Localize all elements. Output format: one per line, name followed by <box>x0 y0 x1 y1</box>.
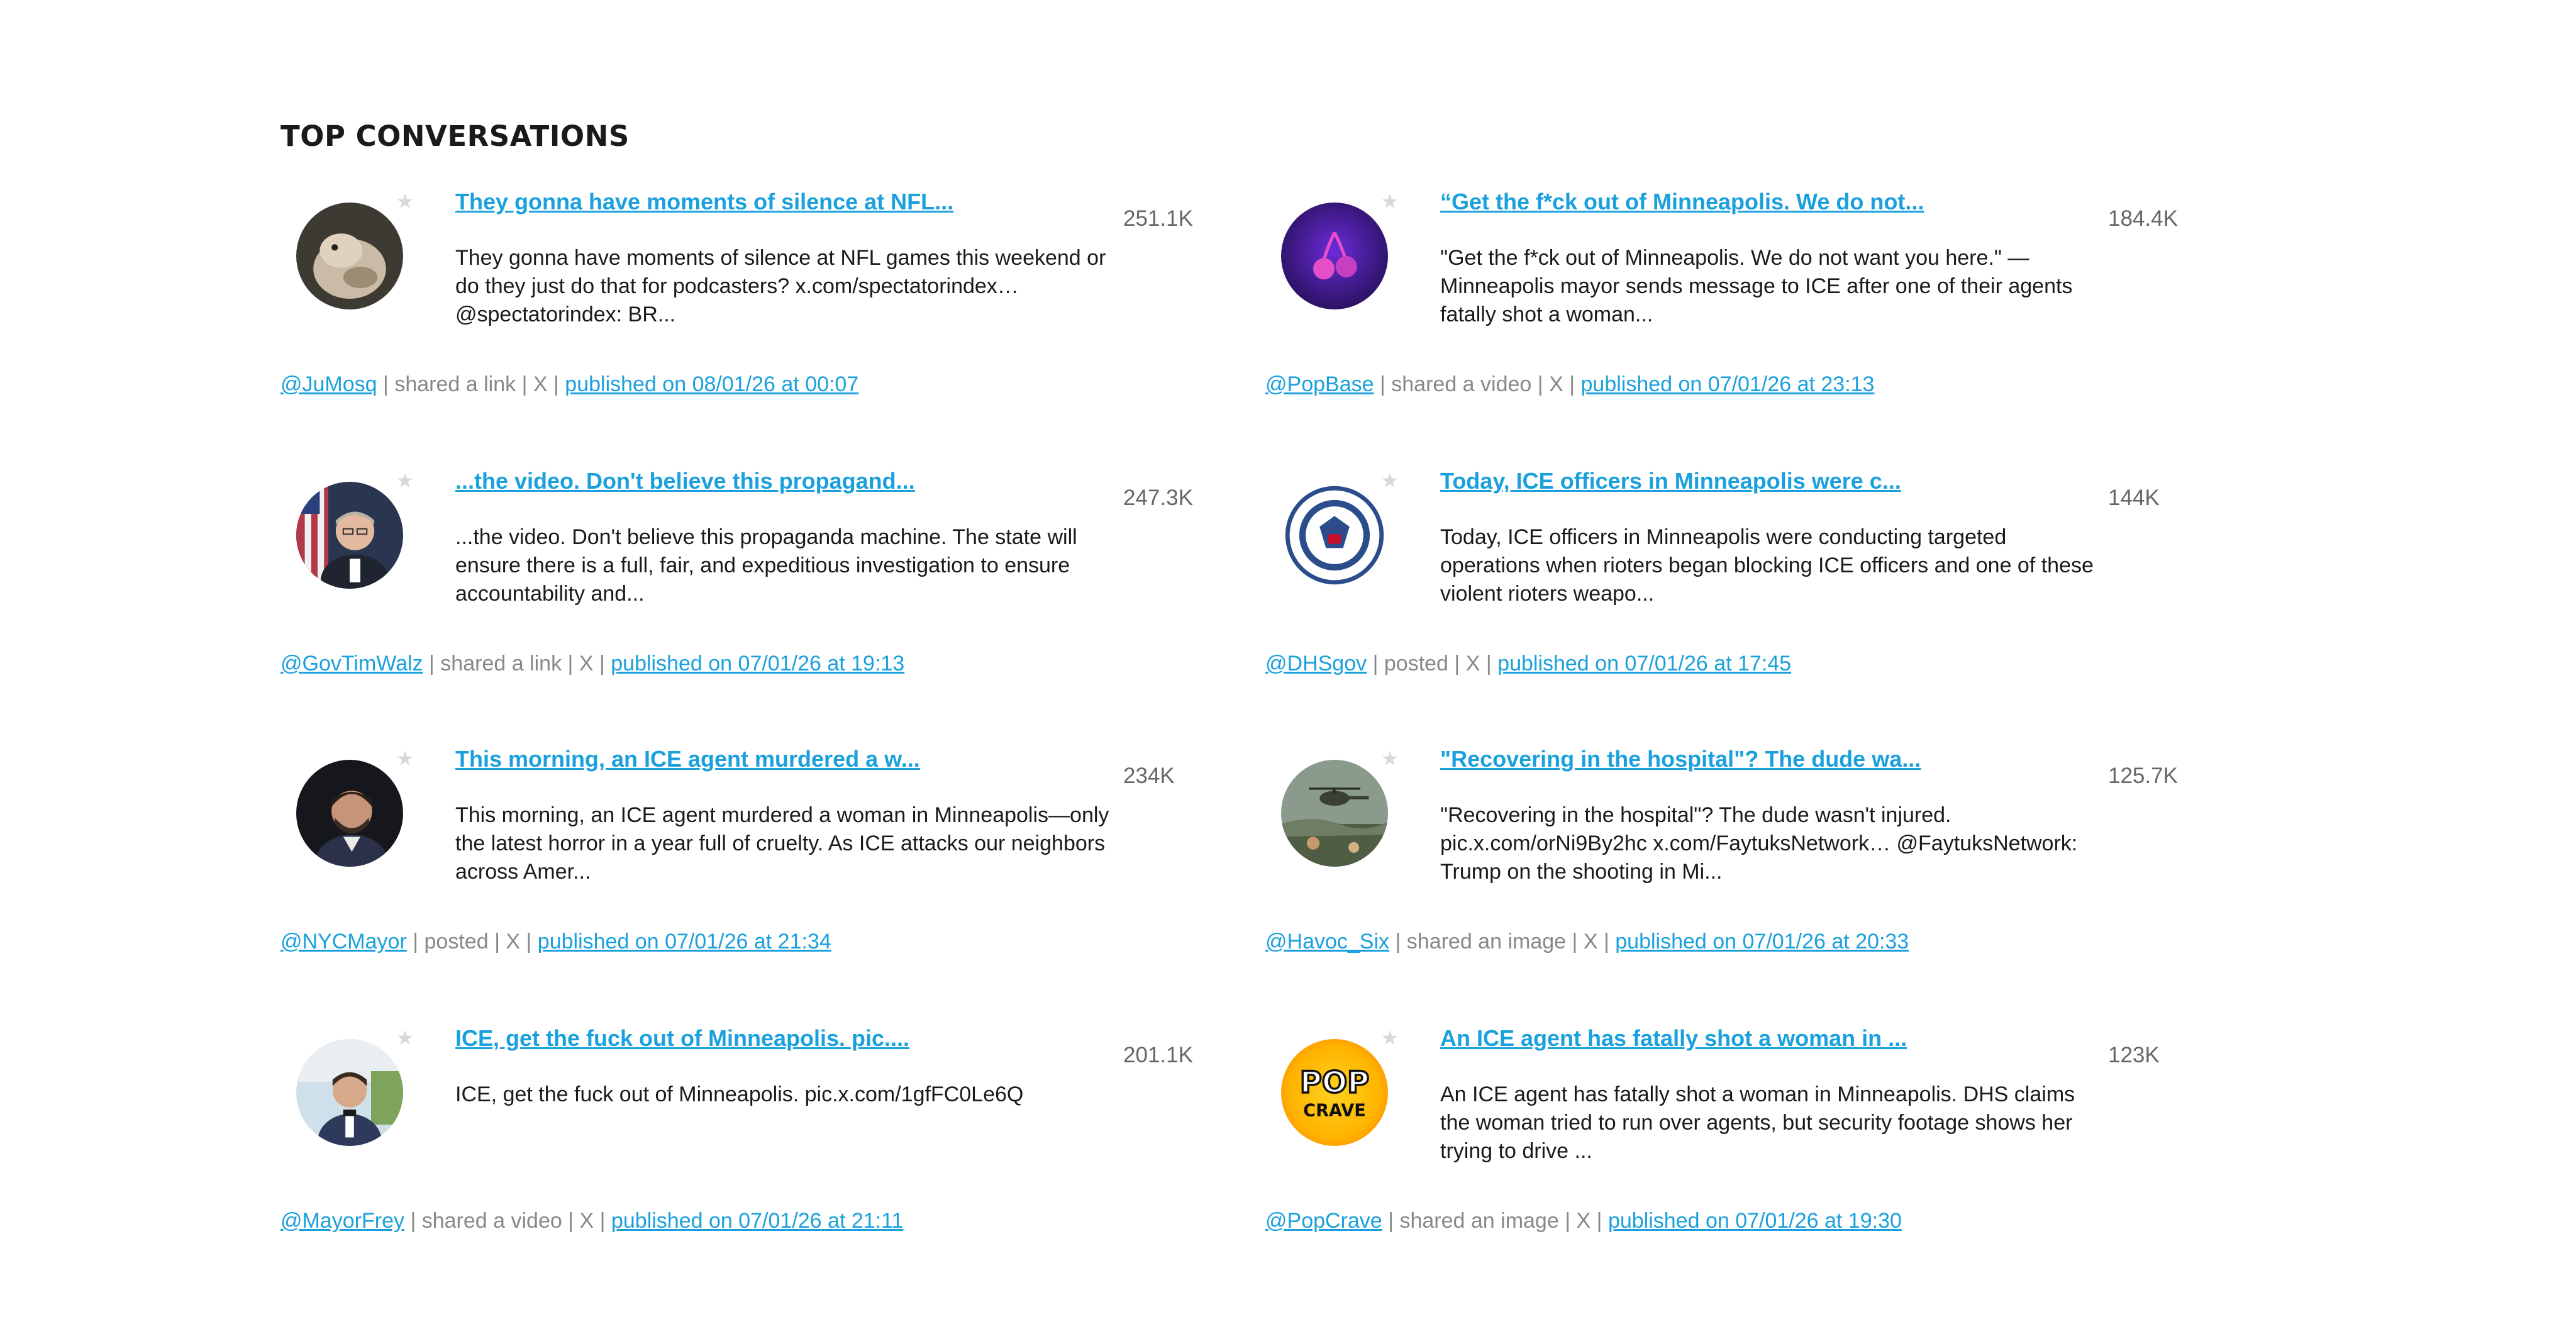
published-date-link[interactable]: published on 07/01/26 at 21:34 <box>537 930 831 954</box>
person-speaking-avatar[interactable] <box>296 1039 403 1146</box>
engagement-score: 247.3K <box>1123 486 1193 510</box>
published-date-link[interactable]: published on 07/01/26 at 23:13 <box>1580 372 1875 396</box>
engagement-score: 201.1K <box>1123 1043 1193 1067</box>
conversation-excerpt: ICE, get the fuck out of Minneapolis. pic.x.com/1gfFC0Le6Q <box>455 1082 1024 1106</box>
conversation-title-link[interactable]: They gonna have moments of silence at NFL... <box>455 189 954 214</box>
conversation-excerpt: An ICE agent has fatally shot a woman in Minneapolis. DHS claims the woman tried to run over agents, but security footage shows her trying to drive ... <box>1440 1082 2075 1163</box>
conversation-excerpt: This morning, an ICE agent murdered a woman in Minneapolis—only the latest horror in a year full of cruelty. As ICE attacks our neighbors across Amer... <box>455 803 1109 884</box>
platform-label: X <box>1465 652 1480 676</box>
action-text: posted <box>1384 652 1448 676</box>
conversation-card <box>280 468 1211 696</box>
meta-separator: | <box>568 1209 574 1233</box>
favorite-star-icon[interactable]: ★ <box>1380 1026 1399 1049</box>
conversation-card <box>280 189 1211 416</box>
meta-separator: | <box>383 372 389 396</box>
engagement-score: 123K <box>2108 1043 2160 1067</box>
conversation-title-link[interactable]: ICE, get the fuck out of Minneapolis. pic.... <box>455 1025 910 1051</box>
author-handle-link[interactable]: @NYCMayor <box>280 930 407 954</box>
conversation-meta <box>1265 1209 1902 1233</box>
author-handle-link[interactable]: @GovTimWalz <box>280 652 423 676</box>
favorite-star-icon[interactable]: ★ <box>1380 747 1399 770</box>
conversation-excerpt: They gonna have moments of silence at NFL games this weekend or do they just do that for podcasters? x.com/spectatorindex… @spectatorindex: BR... <box>455 246 1106 326</box>
engagement-score: 125.7K <box>2108 764 2178 788</box>
action-text: shared a link <box>440 652 562 676</box>
meta-separator: | <box>1485 652 1492 676</box>
meta-separator: | <box>1572 930 1578 954</box>
meta-separator: | <box>1372 652 1379 676</box>
meta-separator: | <box>526 930 532 954</box>
conversation-title-link[interactable]: This morning, an ICE agent murdered a w... <box>455 746 920 772</box>
meta-separator: | <box>1395 930 1401 954</box>
person-flag-avatar[interactable] <box>296 482 403 589</box>
platform-label: X <box>506 930 521 954</box>
favorite-star-icon[interactable]: ★ <box>396 1026 414 1049</box>
favorite-star-icon[interactable]: ★ <box>1380 469 1399 492</box>
pop-crave-logo-avatar[interactable] <box>1281 1039 1388 1146</box>
author-handle-link[interactable]: @DHSgov <box>1265 652 1367 676</box>
favorite-star-icon[interactable]: ★ <box>396 190 414 213</box>
published-date-link[interactable]: published on 07/01/26 at 19:13 <box>611 652 905 676</box>
meta-separator: | <box>1454 652 1460 676</box>
action-text: shared an image <box>1406 930 1567 954</box>
conversation-card <box>1265 1025 2196 1253</box>
meta-separator: | <box>410 1209 416 1233</box>
meta-separator: | <box>567 652 574 676</box>
published-date-link[interactable]: published on 07/01/26 at 17:45 <box>1497 652 1792 676</box>
platform-label: X <box>579 652 594 676</box>
action-text: posted <box>424 930 489 954</box>
published-date-link[interactable]: published on 07/01/26 at 19:30 <box>1607 1209 1902 1233</box>
conversation-title-link[interactable]: "Recovering in the hospital"? The dude wa... <box>1440 746 1921 772</box>
action-text: shared a video <box>1391 372 1532 396</box>
conversation-excerpt: Today, ICE officers in Minneapolis were conducting targeted operations when rioters began blocking ICE officers and one of these violent rioters weapo... <box>1440 525 2094 606</box>
logo-text-crave: CRAVE <box>1303 1101 1366 1121</box>
conversation-title-link[interactable]: Today, ICE officers in Minneapolis were c... <box>1440 468 1901 494</box>
favorite-star-icon[interactable]: ★ <box>396 469 414 492</box>
conversation-meta <box>280 1209 903 1233</box>
conversation-meta <box>1265 930 1909 954</box>
author-handle-link[interactable]: @Havoc_Six <box>1265 930 1390 954</box>
platform-label: X <box>1576 1209 1591 1233</box>
conversation-meta <box>1265 372 1874 397</box>
person-dark-avatar[interactable] <box>296 760 403 867</box>
meta-separator: | <box>1537 372 1543 396</box>
conversation-card <box>1265 746 2196 974</box>
platform-label: X <box>1549 372 1563 396</box>
meta-separator: | <box>1379 372 1385 396</box>
meta-separator: | <box>521 372 528 396</box>
meta-separator: | <box>1603 930 1609 954</box>
cherry-logo-avatar[interactable] <box>1281 203 1388 309</box>
conversation-title-link[interactable]: An ICE agent has fatally shot a woman in ... <box>1440 1025 1907 1051</box>
author-handle-link[interactable]: @PopCrave <box>1265 1209 1382 1233</box>
conversation-meta <box>1265 652 1791 676</box>
published-date-link[interactable]: published on 07/01/26 at 20:33 <box>1615 930 1909 954</box>
conversation-card <box>280 746 1211 974</box>
action-text: shared an image <box>1399 1209 1559 1233</box>
dog-photo-avatar[interactable] <box>296 203 403 309</box>
author-handle-link[interactable]: @PopBase <box>1265 372 1374 396</box>
conversation-card <box>1265 189 2196 416</box>
meta-separator: | <box>1565 1209 1571 1233</box>
meta-separator: | <box>1569 372 1575 396</box>
engagement-score: 144K <box>2108 486 2160 510</box>
conversation-excerpt: ...the video. Don't believe this propaganda machine. The state will ensure there is a full, fair, and expeditious investigation to ensure accountability and... <box>455 525 1077 606</box>
meta-separator: | <box>1596 1209 1602 1233</box>
meta-separator: | <box>599 1209 606 1233</box>
conversation-meta <box>280 372 858 397</box>
helicopter-photo-avatar[interactable] <box>1281 760 1388 867</box>
dhs-seal-avatar[interactable] <box>1281 482 1388 589</box>
meta-separator: | <box>494 930 500 954</box>
conversation-meta <box>280 930 831 954</box>
favorite-star-icon[interactable]: ★ <box>396 747 414 770</box>
engagement-score: 184.4K <box>2108 206 2178 231</box>
meta-separator: | <box>1388 1209 1394 1233</box>
meta-separator: | <box>429 652 435 676</box>
conversation-meta <box>280 652 904 676</box>
platform-label: X <box>1583 930 1598 954</box>
meta-separator: | <box>553 372 559 396</box>
logo-text-pop: POP <box>1299 1065 1370 1100</box>
conversation-card <box>280 1025 1211 1253</box>
meta-separator: | <box>599 652 605 676</box>
author-handle-link[interactable]: @MayorFrey <box>280 1209 404 1233</box>
engagement-score: 251.1K <box>1123 206 1193 231</box>
action-text: shared a link <box>394 372 516 396</box>
conversation-card <box>1265 468 2196 696</box>
published-date-link[interactable]: published on 08/01/26 at 00:07 <box>565 372 859 396</box>
action-text: shared a video <box>421 1209 562 1233</box>
platform-label: X <box>579 1209 594 1233</box>
meta-separator: | <box>413 930 419 954</box>
conversation-excerpt: "Recovering in the hospital"? The dude wasn't injured. pic.x.com/orNi9By2hc x.com/FaytuksNetwork… @FaytuksNetwork: Trump on the shooting in Mi... <box>1440 803 2078 884</box>
favorite-star-icon[interactable]: ★ <box>1380 190 1399 213</box>
author-handle-link[interactable]: @JuMosq <box>280 372 377 396</box>
platform-label: X <box>533 372 548 396</box>
conversation-title-link[interactable]: ...the video. Don't believe this propagand... <box>455 468 915 494</box>
conversation-excerpt: "Get the f*ck out of Minneapolis. We do not want you here." — Minneapolis mayor sends message to ICE after one of their agents fatally shot a woman... <box>1440 246 2073 326</box>
published-date-link[interactable]: published on 07/01/26 at 21:11 <box>611 1209 904 1233</box>
engagement-score: 234K <box>1123 764 1175 788</box>
section-heading: TOP CONVERSATIONS <box>280 120 630 153</box>
conversation-title-link[interactable]: “Get the f*ck out of Minneapolis. We do not... <box>1440 189 1924 214</box>
